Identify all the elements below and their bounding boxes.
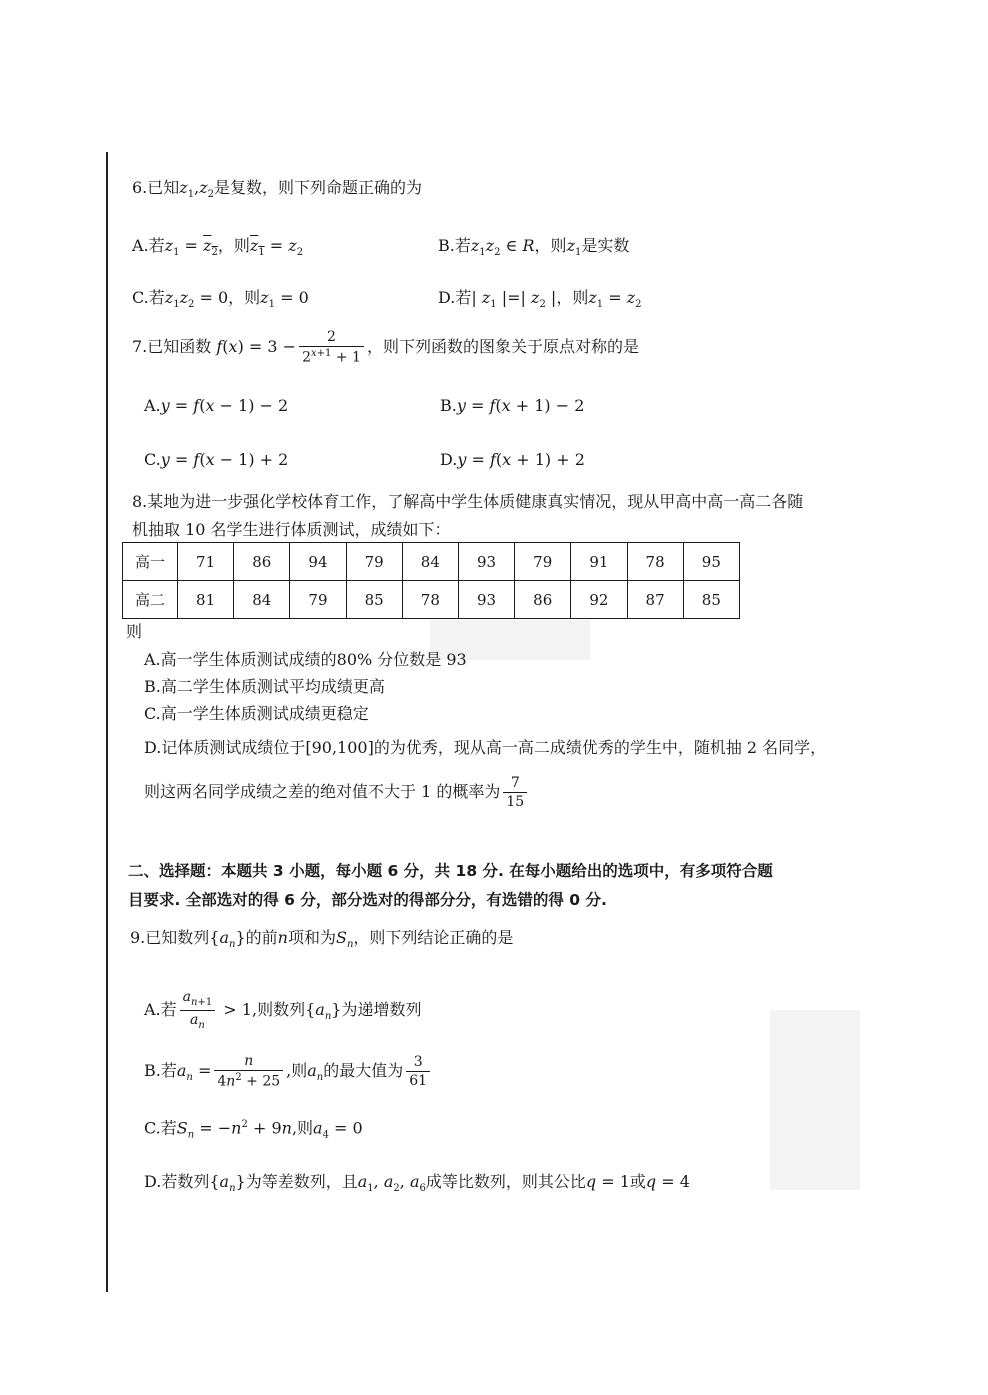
q6-option-d: D.若| $z_1$ |=| $z_2$ |，则$z_1 = z_2$ [438, 288, 642, 311]
score-cell: 92 [571, 581, 627, 619]
q8-option-c: C.高一学生体质测试成绩更稳定 [144, 704, 369, 723]
score-table [122, 542, 740, 619]
score-cell: 78 [402, 581, 458, 619]
score-cell: 86 [234, 543, 290, 581]
q9-option-b: B.若$a_n$ = $\frac{n}{4n^2 + 25}$ ,则$a_n$的最大值为 $\frac{3}{61}$ [144, 1054, 433, 1089]
score-cell: 85 [346, 581, 402, 619]
score-cell: 95 [683, 543, 739, 581]
q6-option-a: A.若$z_1 = z_2$，则$z_1 = z_2$ [132, 236, 304, 259]
table-row [123, 581, 740, 619]
score-cell: 93 [458, 581, 514, 619]
score-cell: 78 [627, 543, 683, 581]
score-cell: 93 [458, 543, 514, 581]
q7-option-b: B.y = f(x + 1) − 2 [440, 396, 585, 415]
section-2-heading-line1: 二、选择题：本题共 3 小题，每小题 6 分，共 18 分. 在每小题给出的选项中，有多项符合题 [128, 862, 773, 880]
q7-stem: 7.已知函数 f(x) = 3 − $\frac{2}{2^{x+1} + 1}$ ，则下列函数的图象关于原点对称的是 [132, 329, 639, 366]
q6-option-c: C.若$z_1z_2 = 0$，则$z_1 = 0$ [132, 288, 309, 311]
score-cell: 85 [683, 581, 739, 619]
score-cell: 91 [571, 543, 627, 581]
q7-option-c: C.y = f(x − 1) + 2 [144, 450, 289, 469]
q8-option-d-line2: 则这两名同学成绩之差的绝对值不大于 1 的概率为 $\frac{7}{15}$ [144, 776, 530, 809]
score-cell: 94 [290, 543, 346, 581]
q7-option-d: D.y = f(x + 1) + 2 [440, 450, 585, 469]
q9-option-c: C.若$S_n = -n^2 + 9n$,则$a_4 = 0$ [144, 1118, 363, 1141]
score-cell: 86 [515, 581, 571, 619]
q8-option-d-line1: D.记体质测试成绩位于[90,100]的为优秀，现从高一高二成绩优秀的学生中，随机抽 2 名同学， [144, 738, 827, 757]
q9-option-a: A.若 $\frac{a_{n+1}}{a_n}$ > 1,则数列$\{a_n\}$为递增数列 [144, 989, 422, 1031]
row-label: 高一 [123, 543, 178, 581]
score-cell: 79 [346, 543, 402, 581]
scan-smudge [770, 1010, 860, 1190]
q8-option-a: A.高一学生体质测试成绩的80% 分位数是 93 [144, 650, 467, 669]
q6-option-b: B.若$z_1z_2$ ∈ R，则$z_1$是实数 [438, 236, 630, 259]
score-cell: 84 [402, 543, 458, 581]
q8-then: 则 [126, 622, 143, 641]
q8-stem-line2: 机抽取 10 名学生进行体质测试，成绩如下： [132, 520, 451, 539]
q9-option-d: D.若数列$\{a_n\}$为等差数列，且$a_1$, $a_2$, $a_6$成等比数列，则其公比q = 1或q = 4 [144, 1172, 690, 1195]
score-cell: 79 [290, 581, 346, 619]
q8-option-b: B.高二学生体质测试平均成绩更高 [144, 677, 385, 696]
q6-stem: 6.已知$z_1,z_2$是复数，则下列命题正确的为 [132, 178, 423, 201]
score-cell: 79 [515, 543, 571, 581]
q8-stem-line1: 8.某地为进一步强化学校体育工作，了解高中学生体质健康真实情况，现从甲高中高一高二各随 [132, 492, 804, 511]
score-cell: 84 [234, 581, 290, 619]
q7-option-a: A.y = f(x − 1) − 2 [144, 396, 289, 415]
q9-stem: 9.已知数列$\{a_n\}$的前n项和为$S_n$，则下列结论正确的是 [130, 928, 514, 951]
margin-rule [106, 152, 108, 1292]
score-cell: 71 [178, 543, 234, 581]
section-2-heading-line2: 目要求. 全部选对的得 6 分，部分选对的得部分分，有选错的得 0 分. [128, 891, 607, 909]
row-label: 高二 [123, 581, 178, 619]
table-row [123, 543, 740, 581]
score-cell: 87 [627, 581, 683, 619]
score-cell: 81 [178, 581, 234, 619]
